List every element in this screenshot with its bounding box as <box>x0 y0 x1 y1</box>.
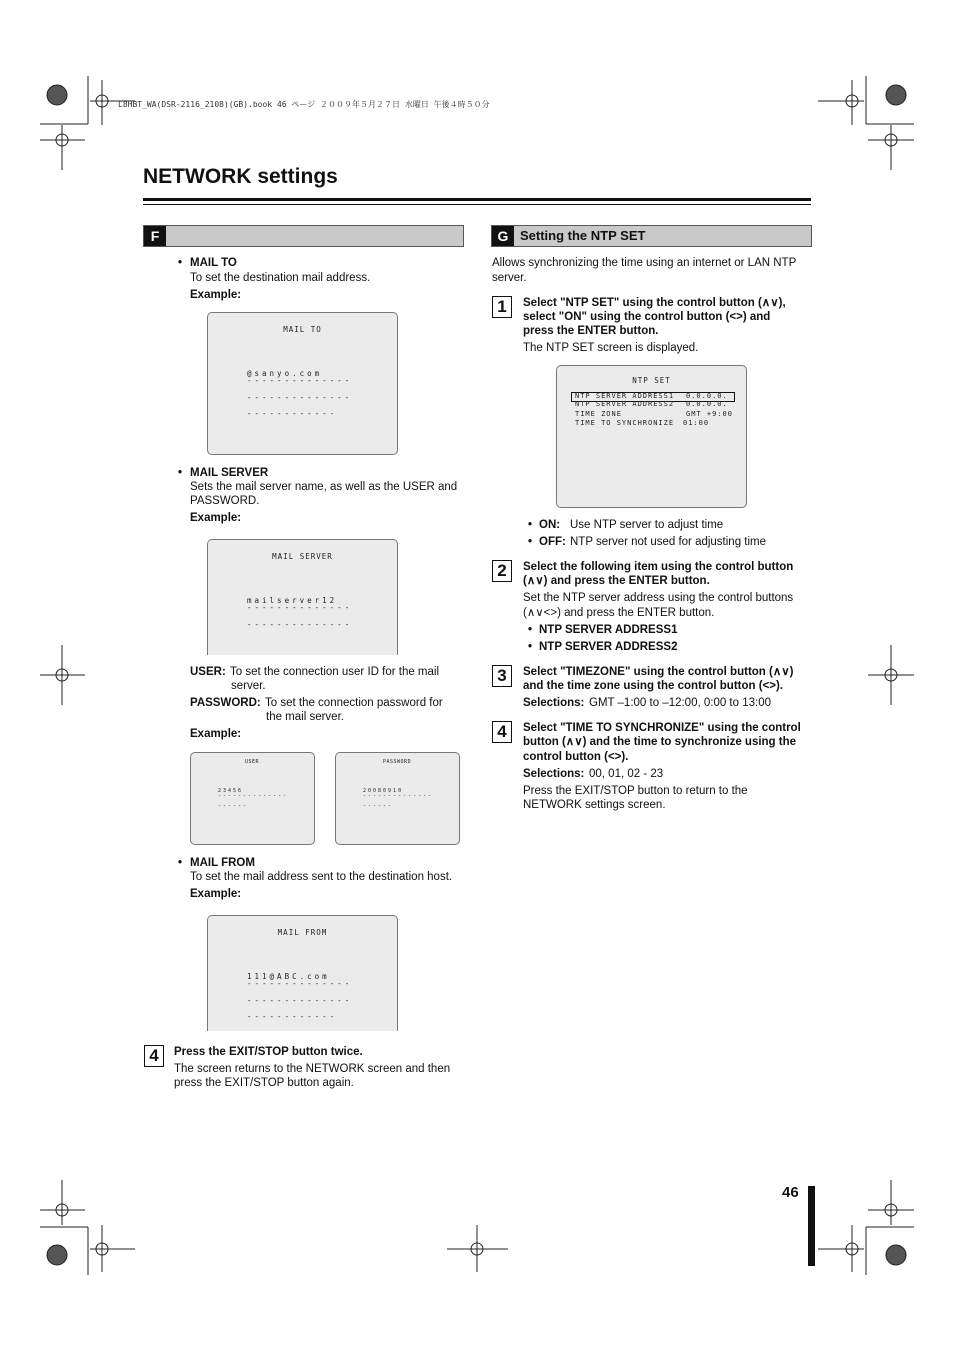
ntp-row-label: TIME ZONE <box>575 410 622 418</box>
section-g-bar <box>491 225 812 247</box>
user-screen <box>190 752 315 845</box>
g-step2-item2-bullet: • <box>528 641 533 653</box>
user-desc1: To set the connection user ID for the mail <box>230 666 440 678</box>
f-step4-text1: The screen returns to the NETWORK screen and then <box>174 1063 451 1075</box>
password-desc2: the mail server. <box>266 711 344 723</box>
section-g-title: Setting the NTP SET <box>520 228 646 243</box>
g-step4-text1: Press the EXIT/STOP button to return to the <box>523 785 748 797</box>
g-step3-sel-text: GMT –1:00 to –12:00, 0:00 to 13:00 <box>589 697 772 709</box>
mail-server-label: MAIL SERVER <box>190 467 269 479</box>
g-step3-line2: and the time zone using the control button (<>). <box>523 680 784 692</box>
g-step4-line2: button (∧∨) and the time to synchronize using the <box>523 736 797 748</box>
mail-server-screen <box>207 539 398 655</box>
f-step4-number: 4 <box>144 1045 164 1067</box>
ntp-row-label: NTP SERVER ADDRESS1 <box>575 392 675 400</box>
g-step4-sel-text: 00, 01, 02 - 23 <box>589 768 664 780</box>
mail-server-desc1: Sets the mail server name, as well as the USER and <box>190 481 458 493</box>
mail-to-desc: To set the destination mail address. <box>190 272 371 284</box>
ntp-set-screen <box>556 365 747 508</box>
ntp-row-label: NTP SERVER ADDRESS2 <box>575 400 675 408</box>
ntp-row-value: 0.0.0.0. <box>686 392 728 400</box>
mail-from-line2: -------------- <box>247 996 353 1005</box>
mail-server-line1: mailserver12 <box>247 596 338 605</box>
ntp-row-value: GMT +9:00 <box>686 410 733 418</box>
mail-to-line1: @sanyo.com <box>247 369 323 378</box>
mail-to-example: Example: <box>190 289 242 301</box>
off-label: OFF: <box>539 536 566 548</box>
mail-server-desc2: PASSWORD. <box>190 495 260 507</box>
g-step3-line1: Select "TIMEZONE" using the control button (∧∨) <box>523 666 794 678</box>
ntp-row-value: 01:00 <box>683 419 710 427</box>
mail-to-line1-dashes: -------------- <box>247 376 353 385</box>
mail-from-label: MAIL FROM <box>190 857 255 869</box>
g-step2-number: 2 <box>492 560 512 582</box>
off-bullet: • <box>528 536 533 548</box>
g-step4-sel-label: Selections: <box>523 768 585 780</box>
g-step2-text1: Set the NTP server address using the control buttons <box>523 592 794 604</box>
password-label: PASSWORD: <box>190 697 261 709</box>
ntp-row-value: 0.0.0.0. <box>686 400 728 408</box>
mail-server-line2: -------------- <box>247 620 353 629</box>
mail-from-bullet: • <box>178 857 183 869</box>
g-step2-item1-bullet: • <box>528 624 533 636</box>
mail-server-line1-dashes: -------------- <box>247 603 353 612</box>
mail-server-screen-title: MAIL SERVER <box>272 552 333 561</box>
mail-to-bullet: • <box>178 257 183 269</box>
on-text: Use NTP server to adjust time <box>570 519 724 531</box>
title-rule-thin <box>143 204 811 205</box>
g-step1-line1: Select "NTP SET" using the control button (∧∨), <box>523 297 786 309</box>
mail-from-desc: To set the mail address sent to the destination host. <box>190 871 453 883</box>
page-title: NETWORK settings <box>143 165 338 188</box>
on-bullet: • <box>528 519 533 531</box>
mail-from-screen-title: MAIL FROM <box>277 928 328 937</box>
mail-from-line3: ------------ <box>247 1012 338 1021</box>
ntp-screen-title: NTP SET <box>632 376 671 385</box>
password-dashes: -------------- <box>363 793 434 799</box>
g-step3-sel-label: Selections: <box>523 697 585 709</box>
g-step4-line1: Select "TIME TO SYNCHRONIZE" using the control <box>523 722 801 734</box>
page-edge-bar <box>808 1186 815 1266</box>
ntp-row-label: TIME TO SYNCHRONIZE <box>575 419 675 427</box>
g-step4-text2: NETWORK settings screen. <box>523 799 666 811</box>
g-step2-line2: (∧∨) and press the ENTER button. <box>523 575 710 587</box>
g-step3-number: 3 <box>492 665 512 687</box>
user-screen-title: USER <box>245 759 260 765</box>
user-pw-example: Example: <box>190 728 242 740</box>
f-step4-text2: press the EXIT/STOP button again. <box>174 1077 354 1089</box>
section-f-bar <box>143 225 464 247</box>
password-value: 20080910 <box>363 788 404 794</box>
password-dashes2: ------ <box>363 803 394 809</box>
on-label: ON: <box>539 519 561 531</box>
g-intro1: Allows synchronizing the time using an internet or LAN NTP <box>492 257 797 269</box>
mail-to-line3: ------------ <box>247 409 338 418</box>
section-g-letter: G <box>492 226 514 246</box>
page-number: 46 <box>782 1184 799 1201</box>
f-step4-bold: Press the EXIT/STOP button twice. <box>174 1046 363 1058</box>
mail-from-example: Example: <box>190 888 242 900</box>
g-intro2: server. <box>492 272 527 284</box>
mail-server-bullet: • <box>178 467 183 479</box>
g-step1-note: The NTP SET screen is displayed. <box>523 342 699 354</box>
mail-server-example: Example: <box>190 512 242 524</box>
mail-from-line1-dashes: -------------- <box>247 979 353 988</box>
title-rule-thick <box>143 198 811 201</box>
g-step1-number: 1 <box>492 296 512 318</box>
g-step2-item2: NTP SERVER ADDRESS2 <box>539 641 678 653</box>
mail-from-screen <box>207 915 398 1031</box>
g-step1-line2: select "ON" using the control button (<>) and <box>523 311 771 323</box>
g-step1-line3: press the ENTER button. <box>523 325 659 337</box>
user-dashes2: ------ <box>218 803 249 809</box>
print-header: L8HBT_WA(DSR-2116_2108)(GB).book 46 ページ ２００９年５月２７日 水曜日 午後４時５０分 <box>118 100 490 109</box>
g-step4-number: 4 <box>492 721 512 743</box>
user-value: 23456 <box>218 788 244 794</box>
mail-to-screen-title: MAIL TO <box>283 325 322 334</box>
user-desc2: server. <box>231 680 266 692</box>
mail-to-label: MAIL TO <box>190 257 237 269</box>
user-label: USER: <box>190 666 226 678</box>
mail-to-screen <box>207 312 398 455</box>
g-step4-line3: control button (<>). <box>523 751 629 763</box>
password-desc1: To set the connection password for <box>265 697 443 709</box>
g-step2-text2: (∧∨<>) and press the ENTER button. <box>523 607 715 619</box>
g-step2-line1: Select the following item using the control button <box>523 561 794 573</box>
off-text: NTP server not used for adjusting time <box>570 536 767 548</box>
user-dashes: -------------- <box>218 793 289 799</box>
password-screen <box>335 752 460 845</box>
password-screen-title: PASSWORD <box>383 759 412 765</box>
g-step2-item1: NTP SERVER ADDRESS1 <box>539 624 678 636</box>
mail-from-line1: 111@ABC.com <box>247 972 330 981</box>
section-f-letter: F <box>144 226 166 246</box>
mail-to-line2: -------------- <box>247 393 353 402</box>
